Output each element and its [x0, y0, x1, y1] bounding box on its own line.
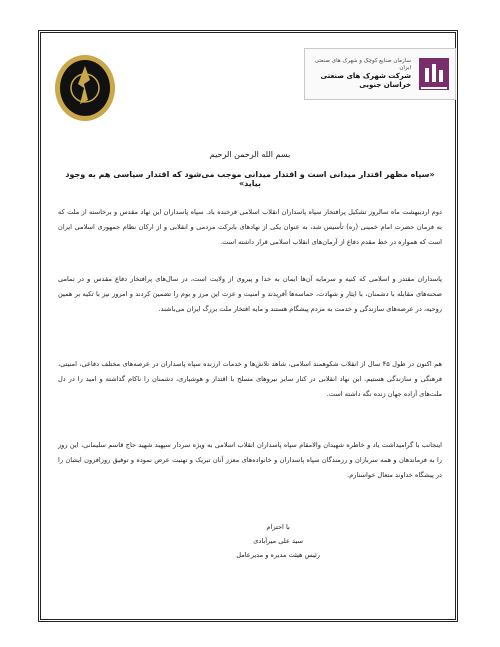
signature-title: رئیس هیئت مدیره و مدیرعامل [236, 551, 320, 559]
signature-closing: با احترام [266, 523, 290, 531]
irgc-emblem-logo [50, 50, 120, 130]
paragraph-2: پاسداران مقتدر و اسلامی که کنیه و سرمایه آن‌ها ایمان به خدا و پیروی از ولایت است، در سال‌های پرافتخار دفاع مقدس و در تمامی صحنه‌های مقابله با دشمنان، با ایثار و شهادت، حماسه‌ها آفریدند و امنیت و عزت این مرز و بوم را تضمین کردند و امروز نیز با تکیه بر همین روحیه، در عرصه‌های سازندگی و خدمت به مردم پیشگام هستند و مایه افتخار ملت بزرگ ایران می‌باشند. [58, 275, 442, 313]
signature-block [236, 520, 320, 562]
paragraph-1: دوم اردیبهشت ماه سالروز تشکیل پرافتخار سپاه پاسداران انقلاب اسلامی فرخنده باد. سپاه پاسداران این نهاد مقدس و برخاسته از ملت که به فرمان حضرت امام خمینی (ره) تأسیس شد، به عنوان یکی از نهادهای بابرکت مردمی و انقلابی و از ارکان نظام جمهوری اسلامی ایران است که همواره در خط مقدم دفاع از آرمان‌های انقلاب اسلامی قرار داشته است. [58, 208, 442, 246]
company-org-line: سازمان صنایع کوچک و شهرک های صنعتی ایران [314, 57, 411, 71]
bismillah: بسم الله الرحمن الرحیم [209, 150, 291, 159]
paragraph-4: اینجانب با گرامیداشت یاد و خاطره شهیدان والامقام سپاه پاسداران انقلاب اسلامی به ویژه سردار سپهبد شهید حاج قاسم سلیمانی، این روز را به فرماندهان و همه سربازان و رزمندگان سپاه پاسداران و خانواده‌های معزز آنان تبریک و تهنیت عرض نموده و توفیق روزافزون ایشان را در پیشگاه خداوند متعال خواستارم. [58, 441, 442, 479]
emblem-caption: ۱۳۵۷ [79, 115, 91, 121]
signature-name: سید علی میرآبادی [253, 537, 303, 545]
industrial-estates-logo [417, 54, 451, 94]
headline-quote: «سپاه مظهر اقتدار میدانی است و اقتدار میدانی موجب می‌شود که اقتدار سیاسی هم به وجود بیاید» [65, 170, 435, 188]
company-name: شرکت شهرک های صنعتی خراسان جنوبی [320, 72, 411, 90]
company-header [304, 48, 456, 100]
paragraph-3: هم اکنون در طول ۴۵ سال از انقلاب شکوهمند اسلامی، شاهد تلاش‌ها و خدمات ارزنده سپاه پاسداران در عرصه‌های مختلف دفاعی، امنیتی، فرهنگی و سازندگی هستیم. این نهاد انقلابی در کنار سایر نیروهای مسلح با اقتدار و هوشیاری، دشمنان را ناکام گذاشته و امید را در دل ملت‌های آزاده جهان زنده نگه داشته است. [58, 360, 442, 398]
